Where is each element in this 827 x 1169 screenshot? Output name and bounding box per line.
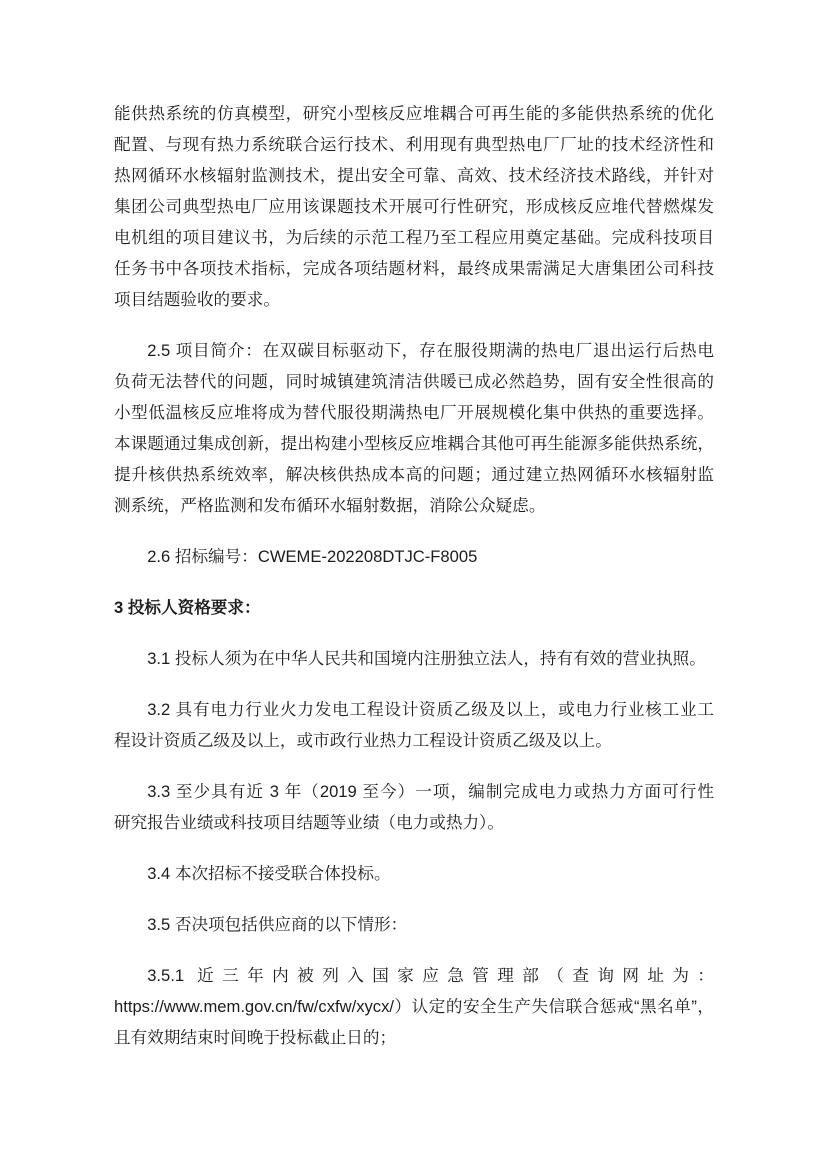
text-line: 集团公司典型热电厂应用该课题技术开展可行性研究，形成核反应堆代替燃煤发 <box>114 197 714 216</box>
text-line-with-url: https://www.mem.gov.cn/fw/cxfw/xycx/）认定的安全生产失信联合惩戒“黑名单”， <box>114 997 714 1016</box>
text-line: 配置、与现有热力系统联合运行技术、利用现有典型热电厂厂址的技术经济性和 <box>114 135 714 154</box>
clause-3-4 <box>114 858 714 889</box>
text-line: 能供热系统的仿真模型，研究小型核反应堆耦合可再生能的多能供热系统的优化 <box>114 104 714 123</box>
clause-3-5-1 <box>114 960 714 1053</box>
clause-3-1 <box>114 643 714 674</box>
text-line: 程设计资质乙级及以上，或市政行业热力工程设计资质乙级及以上。 <box>114 731 612 750</box>
text-line: 测系统，严格监测和发布循环水辐射数据，消除公众疑虑。 <box>114 496 546 515</box>
text-line: 小型低温核反应堆将成为替代服役期满热电厂开展规模化集中供热的重要选择。 <box>114 403 714 422</box>
clause-3-2 <box>114 694 714 756</box>
text-line: 项目结题验收的要求。 <box>114 290 280 309</box>
paragraph-tender-number-2-6 <box>114 541 714 572</box>
text-line: 3.3 至少具有近 3 年（2019 至今）一项，编制完成电力或热力方面可行性 <box>147 782 714 801</box>
text-line: 3.4 本次招标不接受联合体投标。 <box>147 864 391 883</box>
text-line: 负荷无法替代的问题，同时城镇建筑清洁供暖已成必然趋势，固有安全性很高的 <box>114 372 714 391</box>
clause-3-3 <box>114 776 714 838</box>
text-line: 任务书中各项技术指标，完成各项结题材料，最终成果需满足大唐集团公司科技 <box>114 259 714 278</box>
text-line: 提升核供热系统效率，解决核供热成本高的问题；通过建立热网循环水核辐射监 <box>114 465 714 484</box>
text-line: 3.1 投标人须为在中华人民共和国境内注册独立法人，持有有效的营业执照。 <box>147 649 706 668</box>
text-line: 热网循环水核辐射监测技术，提出安全可靠、高效、技术经济技术路线，并针对 <box>114 166 714 185</box>
text-line: 研究报告业绩或科技项目结题等业绩（电力或热力）。 <box>114 813 504 832</box>
text-line: 本课题通过集成创新，提出构建小型核反应堆耦合其他可再生能源多能供热系统， <box>114 434 714 453</box>
text-line: 电机组的项目建议书，为后续的示范工程乃至工程应用奠定基础。完成科技项目 <box>114 228 714 247</box>
paragraph-continuation <box>114 98 714 315</box>
text-line: 3.2 具有电力行业火力发电工程设计资质乙级及以上，或电力行业核工业工 <box>147 700 714 719</box>
text-line: 3.5.1 近三年内被列入国家应急管理部（查询网址为： <box>147 966 714 985</box>
text-line: 2.5 项目简介：在双碳目标驱动下，存在服役期满的热电厂退出运行后热电 <box>147 341 714 360</box>
paragraph-project-intro-2-5 <box>114 335 714 521</box>
text-line: 且有效期结束时间晚于投标截止日的； <box>114 1028 397 1047</box>
tender-number-line: 2.6 招标编号：CWEME-202208DTJC-F8005 <box>147 547 478 566</box>
heading-bidder-qualification <box>114 592 714 623</box>
clause-3-5 <box>114 909 714 940</box>
heading-text: 3 投标人资格要求： <box>114 598 261 617</box>
text-line: 3.5 否决项包括供应商的以下情形： <box>147 915 408 934</box>
